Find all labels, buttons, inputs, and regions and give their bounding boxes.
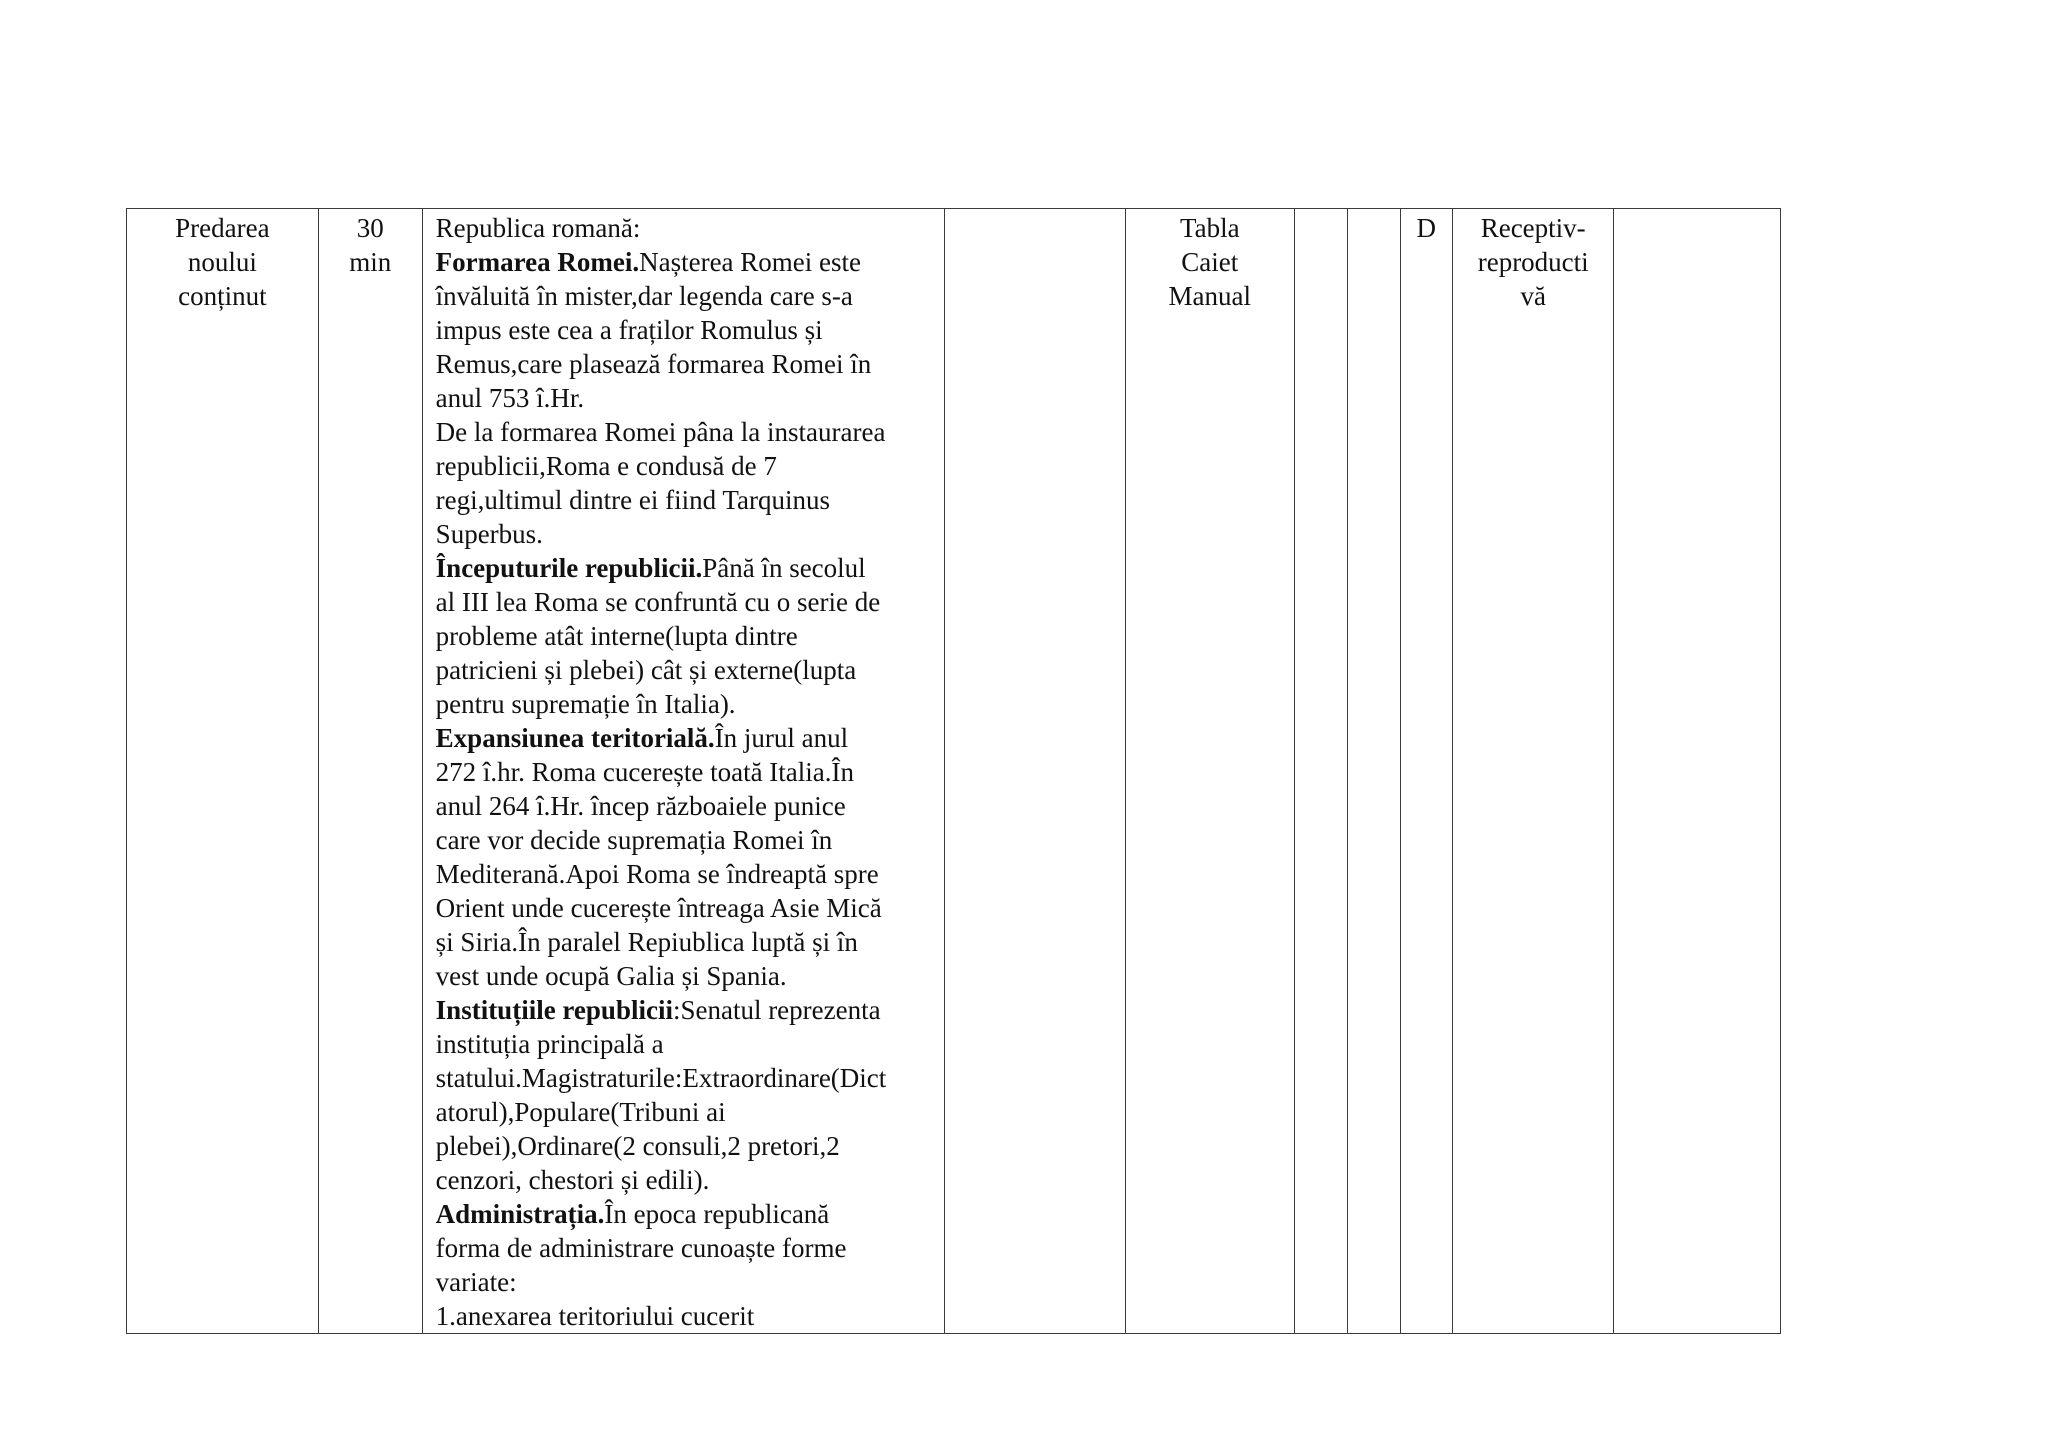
empty-cell [1348, 209, 1400, 1334]
content-line: Orient unde cucerește întreaga Asie Mică [435, 893, 882, 923]
resource-item: Tabla [1180, 213, 1240, 243]
content-line [436, 993, 933, 1027]
section-title-expansion: Expansiunea teritorială. [435, 723, 715, 753]
content-line [436, 1197, 933, 1231]
table-row [127, 209, 1781, 1334]
content-cell [422, 209, 945, 1334]
time-value: 30 [356, 213, 384, 243]
content-line: variate: [435, 1267, 517, 1297]
empty-cell [1294, 209, 1347, 1334]
method-line: vă [1520, 281, 1546, 311]
content-line [436, 551, 933, 585]
content-line: regi,ultimul dintre ei fiind Tarquinus [435, 485, 830, 515]
resource-item: Caiet [1181, 247, 1239, 277]
section-title-institutions: Instituțiile republicii [435, 995, 673, 1025]
section-title-administration: Administrația. [435, 1199, 605, 1229]
resources-cell [1126, 209, 1295, 1334]
activity-line: Predarea [175, 213, 270, 243]
content-line: care vor decide supremația Romei în [435, 825, 833, 855]
content-line: statului.Magistraturile:Extraordinare(Dict [435, 1063, 887, 1093]
content-line: vest unde ocupă Galia și Spania. [435, 961, 787, 991]
content-line: De la formarea Romei pâna la instaurarea [435, 417, 886, 447]
time-cell [318, 209, 422, 1334]
content-text: Până în secolul [702, 553, 866, 583]
content-text: În epoca republicană [604, 1199, 830, 1229]
method-line: reproducti [1477, 247, 1589, 277]
lesson-plan-table [126, 208, 1781, 1334]
content-line: pentru supremație în Italia). [435, 689, 736, 719]
content-line: probleme atât interne(lupta dintre [435, 621, 798, 651]
method-cell [1452, 209, 1613, 1334]
empty-cell [945, 209, 1126, 1334]
content-line: instituția principală a [435, 1029, 664, 1059]
content-line: anul 753 î.Hr. [435, 383, 585, 413]
content-line: Remus,care plasează formarea Romei în [435, 349, 872, 379]
content-line: republicii,Roma e condusă de 7 [435, 451, 777, 481]
content-line [436, 245, 933, 279]
method-line: Receptiv- [1480, 213, 1586, 243]
content-line: patricieni și plebei) cât și externe(lupta [435, 655, 857, 685]
content-line: al III lea Roma se confruntă cu o serie de [435, 587, 881, 617]
content-line: cenzori, chestori și edili). [435, 1165, 710, 1195]
content-text: :Senatul reprezenta [672, 995, 881, 1025]
content-line: Mediterană.Apoi Roma se îndreaptă spre [435, 859, 879, 889]
content-line: atorul),Populare(Tribuni ai [435, 1097, 726, 1127]
content-line: anul 264 î.Hr. încep războaiele punice [435, 791, 846, 821]
section-title-formation: Formarea Romei. [435, 247, 640, 277]
content-line: 1.anexarea teritoriului cucerit [435, 1301, 755, 1331]
form-value: D [1416, 213, 1436, 243]
content-line: plebei),Ordinare(2 consuli,2 pretori,2 [435, 1131, 840, 1161]
activity-line: noului [187, 247, 257, 277]
time-unit: min [349, 247, 392, 277]
content-line: învăluită în mister,dar legenda care s-a [435, 281, 853, 311]
content-line: și Siria.În paralel Repiublica luptă și în [435, 927, 858, 957]
content-line: Superbus. [435, 519, 543, 549]
content-line [436, 721, 933, 755]
activity-line: conținut [178, 281, 267, 311]
empty-cell [1614, 209, 1781, 1334]
section-title-beginnings: Începuturile republicii. [435, 553, 703, 583]
resource-item: Manual [1168, 281, 1252, 311]
content-line: forma de administrare cunoaște forme [435, 1233, 847, 1263]
activity-cell [127, 209, 319, 1334]
content-text: În jurul anul [714, 723, 849, 753]
content-text: Nașterea Romei este [639, 247, 862, 277]
content-line: 272 î.hr. Roma cucerește toată Italia.În [435, 757, 855, 787]
form-cell [1400, 209, 1452, 1334]
content-line: impus este cea a fraților Romulus și [435, 315, 823, 345]
content-heading: Republica romană: [435, 213, 641, 243]
